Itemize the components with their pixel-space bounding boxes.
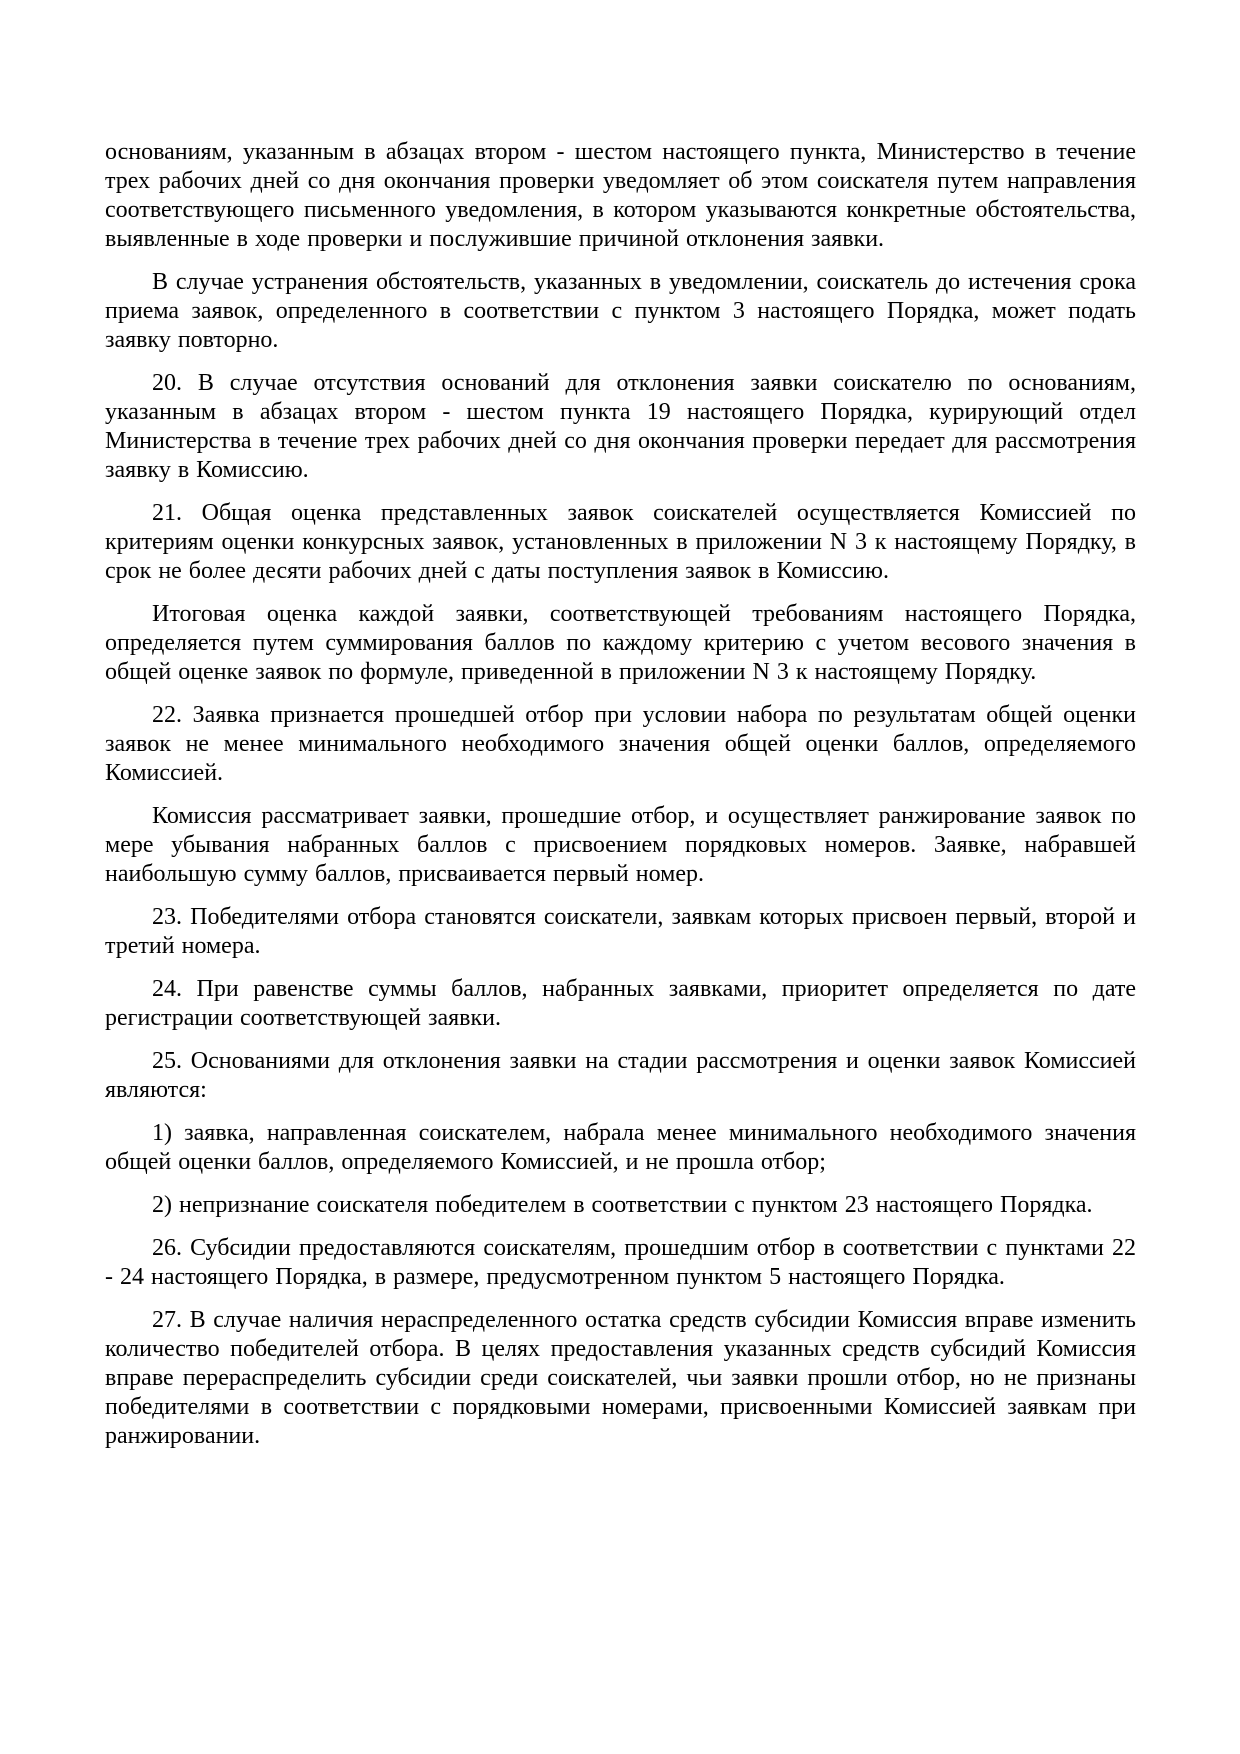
- paragraph: Комиссия рассматривает заявки, прошедшие отбор, и осуществляет ранжирование заявок по мере убывания набранных баллов с присвоением порядковых номеров. Заявке, набравшей наибольшую сумму баллов, присваивается первый номер.: [105, 803, 1136, 887]
- paragraph: 25. Основаниями для отклонения заявки на стадии рассмотрения и оценки заявок Комиссией являются:: [105, 1048, 1136, 1103]
- paragraph: 20. В случае отсутствия оснований для отклонения заявки соискателю по основаниям, указанным в абзацах втором - шестом пункта 19 настоящего Порядка, курирующий отдел Министерства в течение трех рабочих дней со дня окончания проверки передает для рассмотрения заявку в Комиссию.: [105, 370, 1136, 483]
- paragraph: 21. Общая оценка представленных заявок соискателей осуществляется Комиссией по критериям оценки конкурсных заявок, установленных в приложении N 3 к настоящему Порядку, в срок не более десяти рабочих дней с даты поступления заявок в Комиссию.: [105, 500, 1136, 584]
- paragraph: 2) непризнание соискателя победителем в соответствии с пунктом 23 настоящего Порядка.: [152, 1192, 1093, 1218]
- paragraph: В случае устранения обстоятельств, указанных в уведомлении, соискатель до истечения срока приема заявок, определенного в соответствии с пунктом 3 настоящего Порядка, может подать заявку повторно.: [105, 269, 1136, 353]
- paragraph: Итоговая оценка каждой заявки, соответствующей требованиям настоящего Порядка, определяется путем суммирования баллов по каждому критерию с учетом весового значения в общей оценке заявок по формуле, приведенной в приложении N 3 к настоящему Порядку.: [105, 601, 1136, 685]
- paragraph: 27. В случае наличия нераспределенного остатка средств субсидии Комиссия вправе изменить количество победителей отбора. В целях предоставления указанных средств субсидий Комиссия вправе перераспределить субсидии среди соискателей, чьи заявки прошли отбор, но не признаны победителями в соответствии с порядковыми номерами, присвоенными Комиссией заявкам при ранжировании.: [105, 1307, 1136, 1449]
- paragraph: основаниям, указанным в абзацах втором - шестом настоящего пункта, Министерство в течение трех рабочих дней со дня окончания проверки уведомляет об этом соискателя путем направления соответствующего письменного уведомления, в котором указываются конкретные обстоятельства, выявленные в ходе проверки и послужившие причиной отклонения заявки.: [105, 139, 1136, 252]
- paragraph: 22. Заявка признается прошедшей отбор при условии набора по результатам общей оценки заявок не менее минимального необходимого значения общей оценки баллов, определяемого Комиссией.: [105, 702, 1136, 786]
- paragraph: 26. Субсидии предоставляются соискателям, прошедшим отбор в соответствии с пунктами 22 - 24 настоящего Порядка, в размере, предусмотренном пунктом 5 настоящего Порядка.: [105, 1235, 1136, 1290]
- paragraph: 24. При равенстве суммы баллов, набранных заявками, приоритет определяется по дате регистрации соответствующей заявки.: [105, 976, 1136, 1031]
- paragraph: 1) заявка, направленная соискателем, набрала менее минимального необходимого значения общей оценки баллов, определяемого Комиссией, и не прошла отбор;: [105, 1120, 1136, 1175]
- paragraph: 23. Победителями отбора становятся соискатели, заявкам которых присвоен первый, второй и третий номера.: [105, 904, 1136, 959]
- document-text-block: [105, 138, 1136, 1451]
